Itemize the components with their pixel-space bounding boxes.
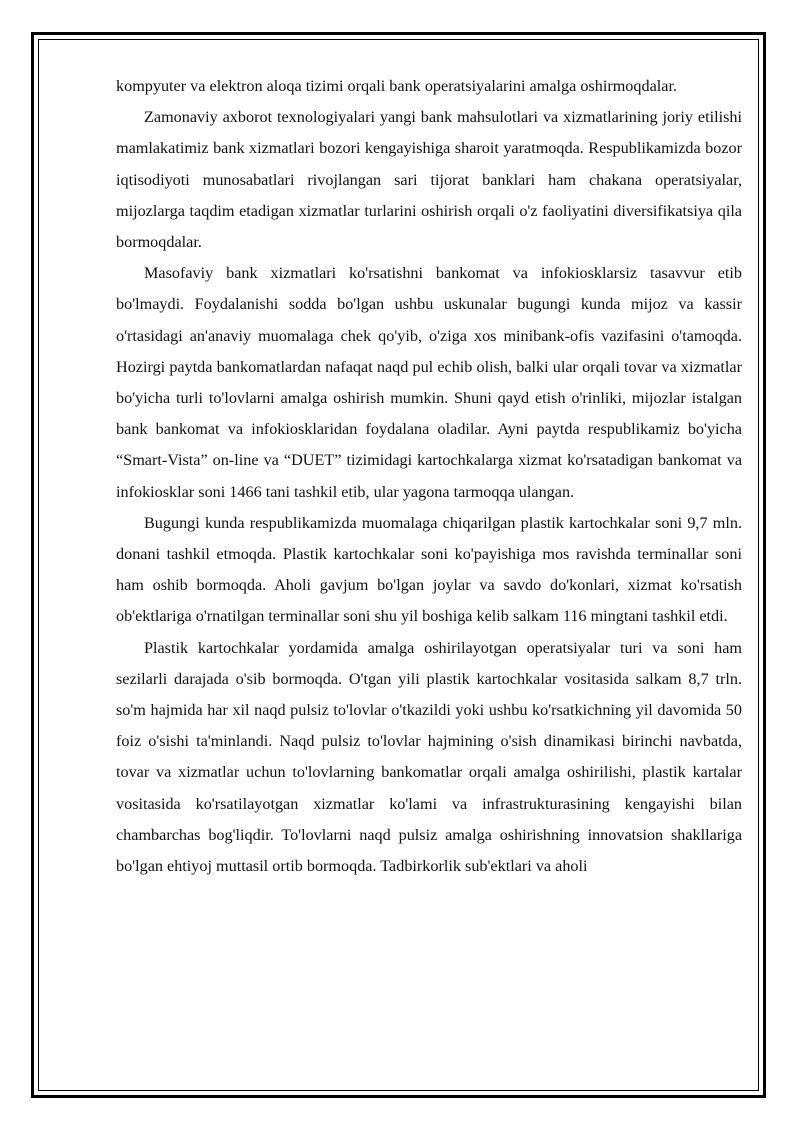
- paragraph-5: Plastik kartochkalar yordamida amalga oshirilayotgan operatsiyalar turi va soni ham sezilarli darajada o'sib bormoqda. O'tgan yili plastik kartochkalar vositasida salkam 8,7 trln. so'm hajmida har xil naqd pulsiz to'lovlar o'tkazildi yoki ushbu ko'rsatkichning yil davomida 50 foiz o'sishi ta'minlandi. Naqd pulsiz to'lovlar hajmining o'sish dinamikasi birinchi navbatda, tovar va xizmatlar uchun to'lovlarning bankomatlar orqali amalga oshirilishi, plastik kartalar vositasida ko'rsatilayotgan xizmatlar ko'lami va infrastrukturasining kengayishi bilan chambarchas bog'liqdir. To'lovlarni naqd pulsiz amalga oshirishning innovatsion shakllariga bo'lgan ehtiyoj muttasil ortib bormoqda. Tadbirkorlik sub'ektlari va aholi: [116, 638, 742, 876]
- paragraph-4: Bugungi kunda respublikamizda muomalaga chiqarilgan plastik kartochkalar soni 9,7 mln. donani tashkil etmoqda. Plastik kartochkalar soni ko'payishiga mos ravishda terminallar soni ham oshib bormoqda. Aholi gavjum bo'lgan joylar va savdo do'konlari, xizmat ko'rsatish ob'ektlariga o'rnatilgan terminallar soni shu yil boshiga kelib salkam 116 mingtani tashkil etdi.: [116, 513, 742, 626]
- paragraph-1: kompyuter va elektron aloqa tizimi orqali bank operatsiyalarini amalga oshirmoqdalar.: [116, 77, 677, 95]
- paragraph-3: Masofaviy bank xizmatlari ko'rsatishni bankomat va infokiosklarsiz tasavvur etib bo'lmaydi. Foydalanishi sodda bo'lgan ushbu uskunalar bugungi kunda mijoz va kassir o'rtasidagi an'anaviy muomalaga chek qo'yib, o'ziga xos minibank-ofis vazifasini o'tamoqda. Hozirgi paytda bankomatlardan nafaqat naqd pul echib olish, balki ular orqali tovar va xizmatlar bo'yicha turli to'lovlarni amalga oshirish mumkin. Shuni qayd etish o'rinliki, mijozlar istalgan bank bankomat va infokiosklaridan foydalana oladilar. Ayni paytda respublikamiz bo'yicha “Smart-Vista” on-line va “DUET” tizimidagi kartochkalarga xizmat ko'rsatadigan bankomat va infokiosklar soni 1466 tani tashkil etib, ular yagona tarmoqqa ulangan.: [116, 264, 742, 501]
- document-body: [116, 71, 742, 882]
- paragraph-2: Zamonaviy axborot texnologiyalari yangi bank mahsulotlari va xizmatlarining joriy etilishi mamlakatimiz bank xizmatlari bozori kengayishiga sharoit yaratmoqda. Respublikamizda bozor iqtisodiyoti munosabatlari rivojlangan sari tijorat banklari ham chakana operatsiyalar, mijozlarga taqdim etadigan xizmatlar turlarini oshirish orqali o'z faoliyatini diversifikatsiya qila bormoqdalar.: [116, 108, 742, 252]
